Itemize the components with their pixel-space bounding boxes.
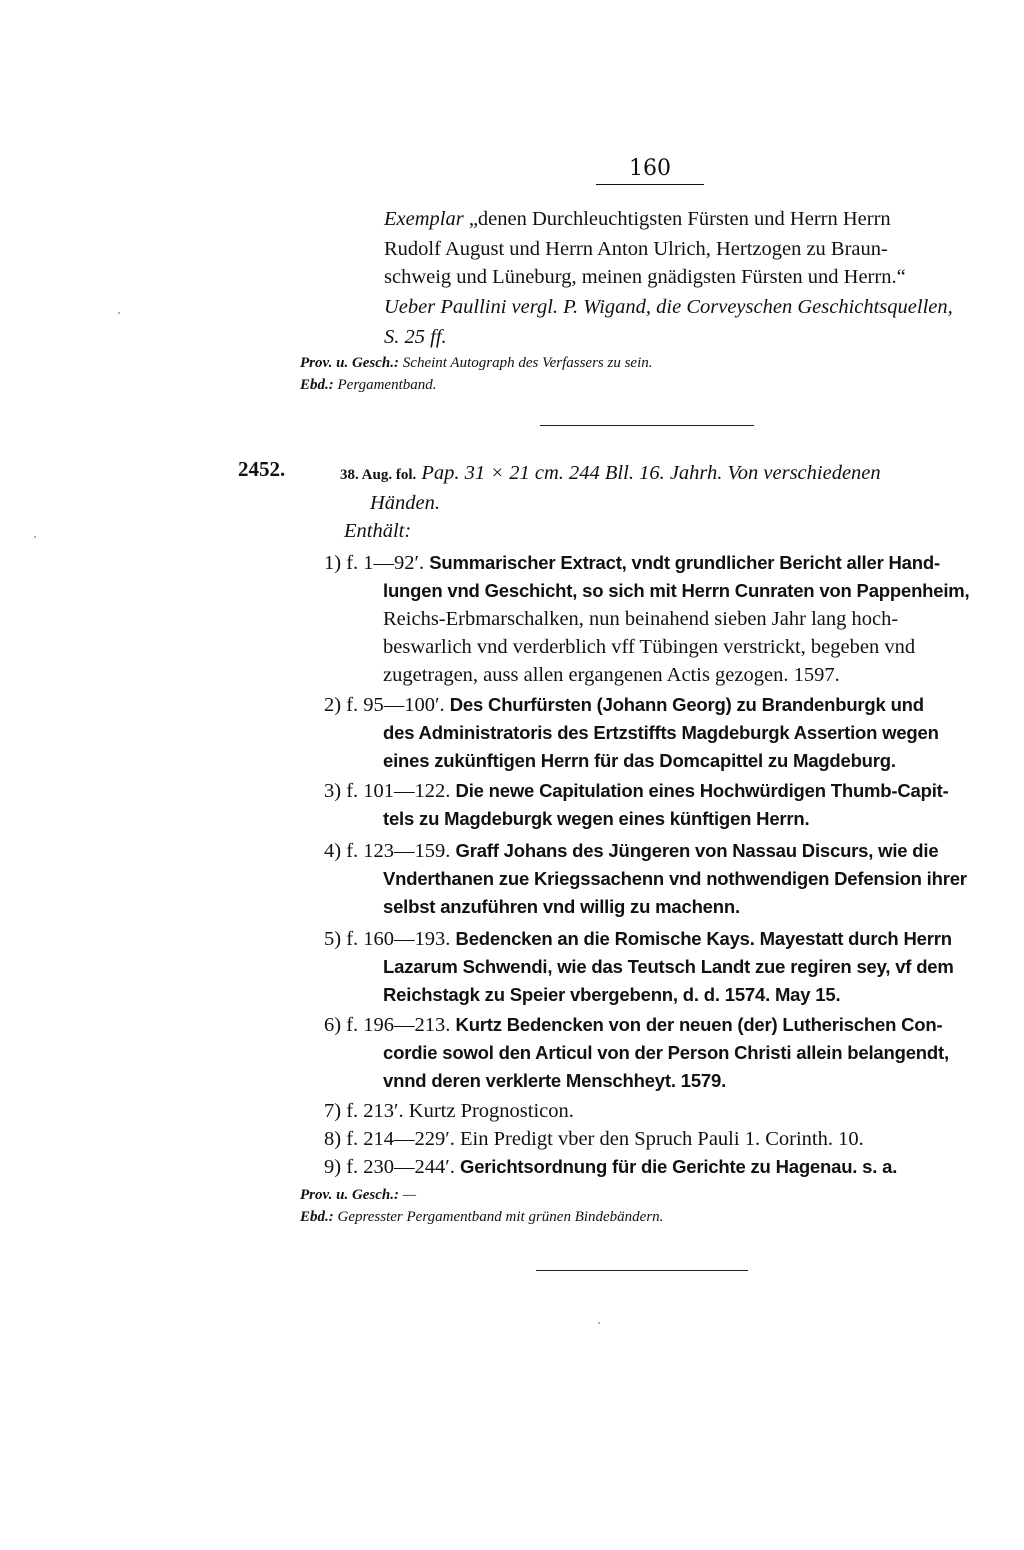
list-item-3	[324, 778, 949, 804]
section-divider-2	[536, 1270, 748, 1271]
continuation-line-3: schweig und Lüneburg, meinen gnädigsten Fürsten und Herrn.“	[384, 266, 906, 288]
item-1-cont-2: Reichs-Erbmarschalken, nun beinahend sieben Jahr lang hoch-	[383, 608, 899, 630]
item-4-cont-1: Vnderthanen zue Kriegssachenn vnd nothwendigen Defension ihrer	[383, 868, 967, 889]
page-number: 160	[596, 156, 704, 185]
item-title-7: Kurtz Prognosticon.	[408, 1100, 574, 1122]
item-3-cont-1: tels zu Magdeburgk wegen eines künftigen Herrn.	[383, 808, 810, 829]
item-title-1: Summarischer Extract, vndt grundlicher Bericht aller Hand-	[429, 552, 940, 573]
folio-ref-4: 4) f. 123—159.	[324, 840, 451, 862]
entry-binding-label: Ebd.:	[300, 1209, 334, 1225]
list-item-5	[324, 926, 952, 952]
list-item-6	[324, 1012, 942, 1038]
item-4-cont-2: selbst anzuführen vnd willig zu machenn.	[383, 896, 740, 917]
folio-ref-5: 5) f. 160—193.	[324, 928, 451, 950]
folio-ref-3: 3) f. 101—122.	[324, 780, 451, 802]
scan-speck	[598, 1322, 600, 1324]
item-1-cont-3: beswarlich vnd verderblich vff Tübingen verstrickt, begeben vnd	[383, 636, 916, 658]
binding-text: Pergamentband.	[337, 377, 437, 393]
continuation-line-4: Ueber Paullini vergl. P. Wigand, die Corveyschen Geschichtsquellen,	[384, 296, 953, 318]
item-title-5: Bedencken an die Romische Kays. Mayestatt durch Herrn	[455, 928, 952, 949]
item-2-cont-1: des Administratoris des Ertzstiffts Magdeburgk Assertion wegen	[383, 722, 939, 743]
scan-speck	[34, 536, 36, 538]
binding-line	[300, 372, 437, 398]
item-title-6: Kurtz Bedencken von der neuen (der) Lutherischen Con-	[455, 1014, 943, 1035]
entry-header	[340, 460, 881, 488]
folio-ref-7: 7) f. 213′.	[324, 1100, 404, 1122]
item-5-cont-2: Reichstagk zu Speier vbergebenn, d. d. 1574. May 15.	[383, 984, 841, 1005]
entry-header-line-2: Händen.	[370, 492, 441, 514]
item-5-cont-1: Lazarum Schwendi, wie das Teutsch Landt zue regiren sey, vf dem	[383, 956, 954, 977]
provenance-text: Scheint Autograph des Verfassers zu sein.	[402, 355, 653, 371]
list-item-2	[324, 692, 924, 718]
entry-provenance-text: —	[402, 1187, 417, 1203]
item-title-8: Ein Predigt vber den Spruch Pauli 1. Corinth. 10.	[460, 1128, 864, 1150]
contents-label: Enthält:	[344, 520, 412, 542]
exemplar-word: Exemplar	[384, 208, 464, 230]
item-1-cont-1: lungen vnd Geschicht, so sich mit Herrn Cunraten von Pappenheim,	[383, 580, 970, 601]
continuation-line-5: S. 25 ff.	[384, 326, 447, 348]
section-divider-1	[540, 425, 754, 426]
list-item-7	[324, 1098, 574, 1124]
entry-binding-line	[300, 1204, 663, 1230]
item-1-cont-4: zugetragen, auss allen ergangenen Actis gezogen. 1597.	[383, 664, 840, 686]
dedication-text-1: „denen Durchleuchtigsten Fürsten und Herrn Herrn	[463, 208, 891, 230]
entry-binding-text: Gepresster Pergamentband mit grünen Bindebändern.	[337, 1209, 664, 1225]
item-6-cont-1: cordie sowol den Articul von der Person Christi allein belangendt,	[383, 1042, 949, 1063]
header-description: Pap. 31 × 21 cm. 244 Bll. 16. Jahrh. Von verschiedenen	[421, 462, 881, 484]
scan-speck	[118, 312, 120, 314]
continuation-line-2: Rudolf August und Herrn Anton Ulrich, Hertzogen zu Braun-	[384, 238, 888, 260]
list-item-9	[324, 1154, 897, 1180]
list-item-8	[324, 1126, 864, 1152]
folio-ref-6: 6) f. 196—213.	[324, 1014, 451, 1036]
folio-ref-1: 1) f. 1—92′.	[324, 552, 425, 574]
list-item-4	[324, 838, 938, 864]
shelfmark: 38. Aug. fol.	[340, 467, 417, 483]
item-6-cont-2: vnnd deren verklerte Menschheyt. 1579.	[383, 1070, 727, 1091]
item-title-4: Graff Johans des Jüngeren von Nassau Discurs, wie die	[455, 840, 939, 861]
list-item-1	[324, 550, 940, 576]
entry-number: 2452.	[238, 457, 286, 481]
item-2-cont-2: eines zukünftigen Herrn für das Domcapittel zu Magdeburg.	[383, 750, 896, 771]
binding-label: Ebd.:	[300, 377, 334, 393]
item-title-9: Gerichtsordnung für die Gerichte zu Hagenau. s. a.	[460, 1156, 898, 1177]
entry-provenance-label: Prov. u. Gesch.:	[300, 1187, 400, 1203]
item-title-2: Des Churfürsten (Johann Georg) zu Brandenburgk und	[449, 694, 924, 715]
folio-ref-9: 9) f. 230—244′.	[324, 1156, 455, 1178]
continuation-line-1	[384, 206, 891, 232]
provenance-label: Prov. u. Gesch.:	[300, 355, 400, 371]
folio-ref-2: 2) f. 95—100′.	[324, 694, 445, 716]
folio-ref-8: 8) f. 214—229′.	[324, 1128, 455, 1150]
item-title-3: Die newe Capitulation eines Hochwürdigen Thumb-Capit-	[455, 780, 949, 801]
